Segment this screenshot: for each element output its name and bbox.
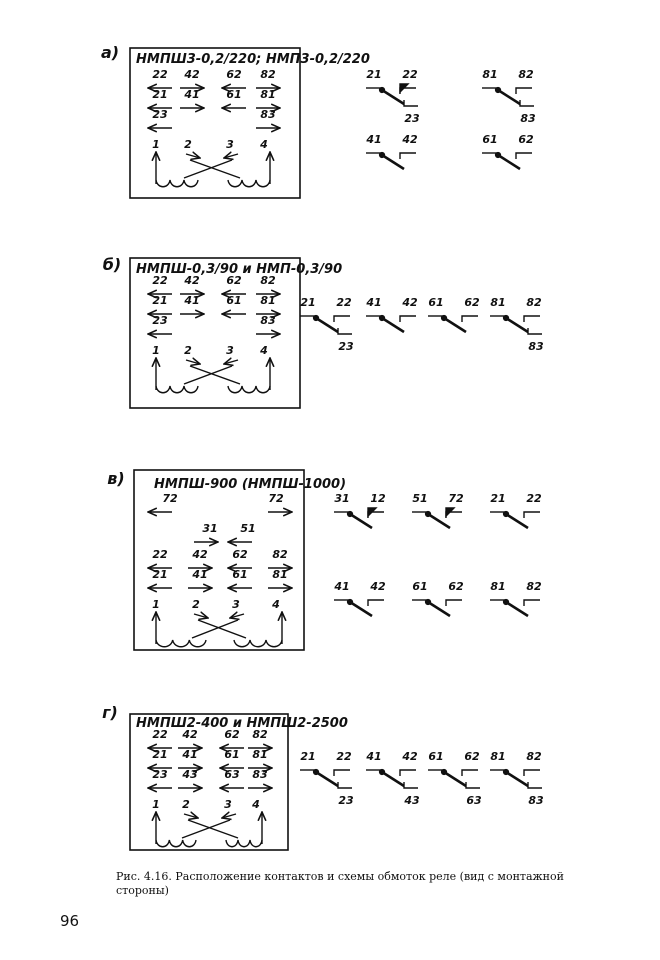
panel-letter: г) <box>102 703 118 722</box>
cross-wire <box>198 620 246 638</box>
grid-label: 51 <box>240 522 256 535</box>
terminal-arrow <box>224 360 238 364</box>
contact-label: 62 <box>518 133 534 146</box>
contact-make-lead <box>334 770 350 776</box>
terminal-label: 3 <box>232 598 240 611</box>
grid-label: 23 <box>152 768 168 781</box>
contact-label: 72 <box>448 492 464 505</box>
grid-label: 21 <box>152 568 168 581</box>
contact-label: 41 <box>334 580 350 593</box>
relay-type-title: НМПШ-900 (НМПШ-1000) <box>154 477 347 492</box>
grid-label: 83 <box>260 108 276 121</box>
terminal-label: 4 <box>260 344 268 357</box>
grid-label: 42 <box>184 68 200 81</box>
terminal-label: 1 <box>152 598 160 611</box>
contact-label: 61 <box>428 750 444 763</box>
contact-label: 42 <box>402 133 418 146</box>
contact-symbol <box>482 68 536 125</box>
contact-label: 82 <box>518 68 534 81</box>
grid-label: 22 <box>152 68 168 81</box>
contact-make-lead <box>524 316 540 322</box>
contact-make-lead <box>334 316 350 322</box>
contact-label: 81 <box>482 68 498 81</box>
relay-type-title: НМПШ3-0,2/220; НМП3-0,2/220 <box>136 52 370 67</box>
relay-panel-2 <box>103 255 544 408</box>
terminal-arrow <box>230 614 244 618</box>
contact-symbol <box>365 133 418 169</box>
contact-label: 22 <box>526 492 542 505</box>
grid-label: 62 <box>226 68 242 81</box>
grid-label: 42 <box>182 728 198 741</box>
relay-panel-3 <box>107 469 542 650</box>
contact-symbol <box>482 133 534 169</box>
terminal-label: 2 <box>192 598 200 611</box>
contact-make-lead <box>368 600 384 606</box>
figure-caption: Рис. 4.16. Расположение контактов и схемы обмоток реле (вид с монтажной стороны) <box>116 870 564 897</box>
contact-label: 22 <box>336 296 352 309</box>
contact-label: 42 <box>370 580 386 593</box>
contact-label: 23 <box>338 794 354 807</box>
grid-label: 81 <box>252 748 268 761</box>
terminal-label: 2 <box>184 344 192 357</box>
grid-label: 43 <box>182 768 198 781</box>
contact-label: 21 <box>300 750 316 763</box>
terminal-label: 1 <box>152 138 160 151</box>
terminal-label: 4 <box>252 798 260 811</box>
contact-label: 23 <box>404 112 420 125</box>
terminal-label: 3 <box>224 798 232 811</box>
grid-label: 61 <box>226 88 242 101</box>
contact-label: 83 <box>528 340 544 353</box>
grid-label: 22 <box>152 274 168 287</box>
contact-make-lead <box>524 770 540 776</box>
terminal-label: 4 <box>260 138 268 151</box>
contact-break-lead <box>520 100 534 106</box>
coil-winding <box>234 640 282 647</box>
contact-label: 41 <box>366 296 382 309</box>
cross-wire <box>182 820 230 838</box>
contact-label: 43 <box>404 794 420 807</box>
contact-break-lead <box>338 782 352 788</box>
grid-label: 31 <box>202 522 218 535</box>
grid-label: 41 <box>184 88 200 101</box>
panel-letter: в) <box>107 469 125 488</box>
contact-label: 41 <box>366 133 382 146</box>
grid-label: 42 <box>184 274 200 287</box>
contact-symbol <box>490 750 544 807</box>
coil-winding <box>228 180 270 187</box>
contact-label: 62 <box>464 750 480 763</box>
contact-make-lead <box>462 316 478 322</box>
relay-panel-1 <box>101 43 536 198</box>
coil-winding <box>156 386 198 393</box>
contact-label: 62 <box>448 580 464 593</box>
contact-label: 81 <box>490 580 506 593</box>
grid-label: 83 <box>252 768 268 781</box>
relay-type-title: НМПШ-0,3/90 и НМП-0,3/90 <box>136 262 343 277</box>
contact-label: 23 <box>338 340 354 353</box>
cross-wire <box>188 820 238 838</box>
contact-label: 21 <box>366 68 382 81</box>
contact-break-lead <box>404 100 418 106</box>
grid-label: 81 <box>260 88 276 101</box>
grid-label: 22 <box>152 548 168 561</box>
terminal-label: 3 <box>226 344 234 357</box>
terminal-label: 1 <box>152 344 160 357</box>
terminal-arrow <box>222 814 236 818</box>
contact-make-lead <box>446 600 462 606</box>
coil-winding <box>156 640 206 647</box>
terminal-label: 2 <box>184 138 192 151</box>
coil-winding <box>228 386 270 393</box>
contact-label: 21 <box>490 492 506 505</box>
grid-label: 21 <box>152 88 168 101</box>
contact-symbol <box>300 750 354 807</box>
contact-symbol <box>333 580 386 616</box>
contact-label: 61 <box>482 133 498 146</box>
grid-label: 62 <box>232 548 248 561</box>
grid-label: 41 <box>192 568 208 581</box>
cross-wire <box>184 366 232 384</box>
contact-symbol <box>300 296 354 353</box>
grid-label: 82 <box>260 68 276 81</box>
contact-label: 81 <box>490 750 506 763</box>
contact-label: 41 <box>366 750 382 763</box>
contact-break-lead <box>528 782 542 788</box>
grid-label: 62 <box>224 728 240 741</box>
contact-label: 21 <box>300 296 316 309</box>
grid-label: 82 <box>272 548 288 561</box>
grid-label: 82 <box>260 274 276 287</box>
grid-label: 72 <box>268 492 284 505</box>
contact-symbol <box>412 492 464 528</box>
contact-make-lead <box>524 512 540 518</box>
contact-make-lead <box>516 153 532 159</box>
contact-make-lead <box>400 770 416 776</box>
contact-make-lead <box>524 600 540 606</box>
contact-label: 61 <box>412 580 428 593</box>
grid-label: 81 <box>260 294 276 307</box>
grid-label: 22 <box>152 728 168 741</box>
contact-symbol <box>428 750 482 807</box>
panel-letter: б) <box>102 255 122 274</box>
terminal-arrow <box>194 614 208 618</box>
terminal-label: 1 <box>152 798 160 811</box>
grid-label: 21 <box>152 748 168 761</box>
terminal-arrow <box>184 814 198 818</box>
contact-make-lead <box>462 770 478 776</box>
contact-symbol <box>365 750 420 807</box>
contact-label: 22 <box>402 68 418 81</box>
cross-wire <box>190 160 240 178</box>
grid-label: 81 <box>272 568 288 581</box>
terminal-arrow <box>186 154 200 158</box>
cross-wire <box>190 366 240 384</box>
cross-wire <box>192 620 238 638</box>
grid-label: 61 <box>232 568 248 581</box>
contact-break-lead <box>528 328 542 334</box>
contact-label: 12 <box>370 492 386 505</box>
contact-label: 63 <box>466 794 482 807</box>
grid-label: 41 <box>184 294 200 307</box>
terminal-arrow <box>186 360 200 364</box>
coil-winding <box>156 180 198 187</box>
page-number: 96 <box>60 912 80 930</box>
contact-symbol <box>490 492 542 528</box>
terminal-label: 2 <box>182 798 190 811</box>
terminal-label: 3 <box>226 138 234 151</box>
contact-symbol <box>365 296 418 332</box>
relay-panel-4 <box>102 703 544 850</box>
grid-label: 21 <box>152 294 168 307</box>
contact-label: 42 <box>402 750 418 763</box>
grid-label: 23 <box>152 108 168 121</box>
contact-break-lead <box>404 782 418 788</box>
terminal-arrow <box>224 154 238 158</box>
contact-symbol <box>366 68 420 125</box>
grid-label: 23 <box>152 314 168 327</box>
contact-symbol <box>428 296 480 332</box>
grid-label: 82 <box>252 728 268 741</box>
contact-label: 61 <box>428 296 444 309</box>
contact-make-lead <box>516 88 532 94</box>
grid-label: 63 <box>224 768 240 781</box>
grid-label: 72 <box>162 492 178 505</box>
panel-letter: а) <box>100 43 120 62</box>
coil-winding <box>226 840 262 847</box>
contact-label: 83 <box>520 112 536 125</box>
grid-label: 61 <box>224 748 240 761</box>
grid-label: 61 <box>226 294 242 307</box>
coil-winding <box>156 840 196 847</box>
contact-make-lead <box>400 316 416 322</box>
relay-type-title: НМПШ2-400 и НМПШ2-2500 <box>136 716 348 731</box>
contact-label: 22 <box>336 750 352 763</box>
contact-label: 62 <box>464 296 480 309</box>
contact-break-lead <box>338 328 352 334</box>
contact-label: 51 <box>412 492 428 505</box>
contact-symbol <box>412 580 464 616</box>
contact-label: 83 <box>528 794 544 807</box>
contact-symbol <box>490 296 544 353</box>
grid-label: 83 <box>260 314 276 327</box>
cross-wire <box>184 160 232 178</box>
contact-label: 31 <box>334 492 350 505</box>
grid-label: 42 <box>192 548 208 561</box>
grid-label: 62 <box>226 274 242 287</box>
contact-break-lead <box>466 782 480 788</box>
contact-symbol <box>490 580 542 616</box>
contact-label: 82 <box>526 580 542 593</box>
contact-make-lead <box>400 153 416 159</box>
contact-label: 42 <box>402 296 418 309</box>
contact-label: 82 <box>526 750 542 763</box>
contact-label: 81 <box>490 296 506 309</box>
contact-label: 82 <box>526 296 542 309</box>
contact-symbol <box>334 492 386 528</box>
terminal-label: 4 <box>272 598 280 611</box>
grid-label: 41 <box>182 748 198 761</box>
